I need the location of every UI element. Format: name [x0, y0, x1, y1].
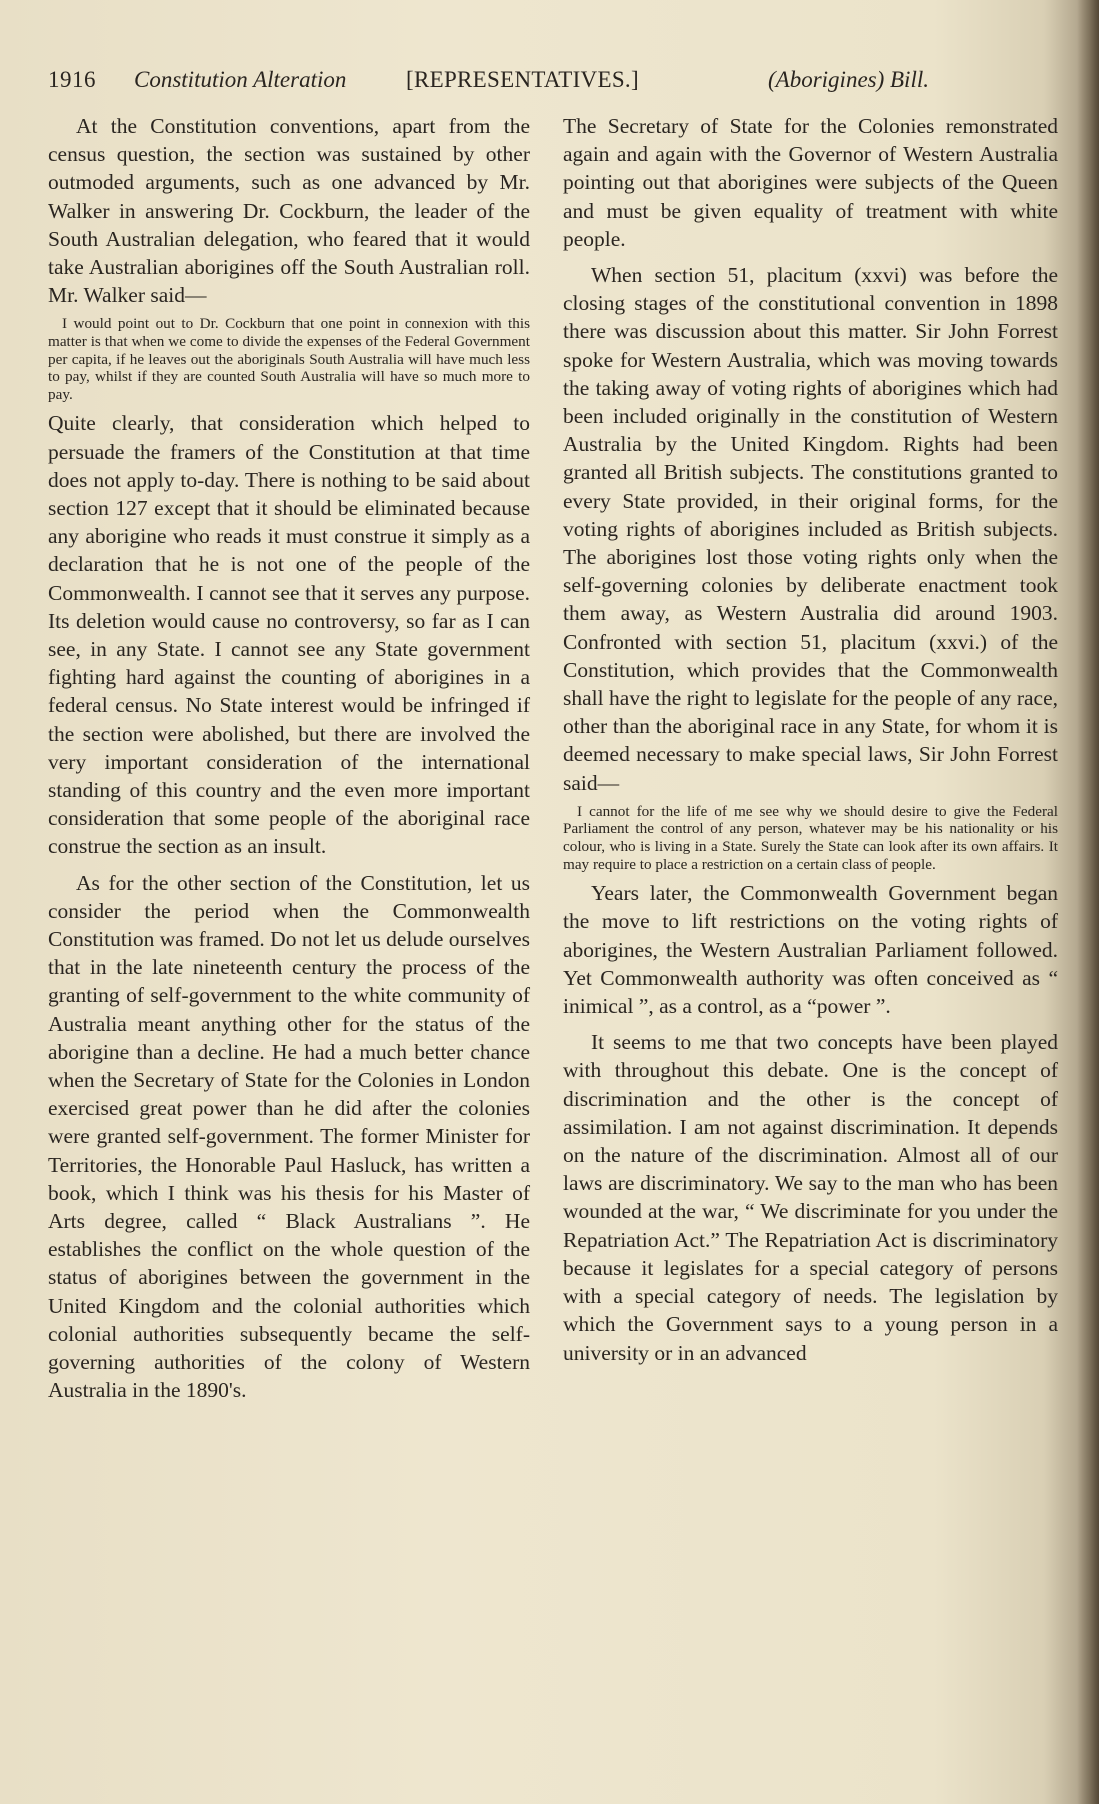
left-column [48, 112, 530, 1405]
left-paragraph-3: As for the other section of the Constitution, let us consider the period when the Commonwealth Constitution was framed. Do not let us delude ourselves that in the late nineteenth century the process of the granting of self-government to the white community of Australia meant anything other for the status of the aborigine than a decline. He had a much better chance when the Secretary of State for the Colonies in London exercised great power than he did after the colonies were granted self-government. The former Minister for Territories, the Honorable Paul Hasluck, has written a book, which I think was his thesis for his Master of Arts degree, called “ Black Australians ”. He establishes the conflict on the whole question of the status of aborigines between the government in the United Kingdom and the colonial authorities which colonial authorities subsequently became the self-governing authorities of the colony of Western Australia in the 1890's. [48, 870, 530, 1403]
header-title-left: Constitution Alteration [134, 67, 347, 92]
right-paragraph-2: When section 51, placitum (xxvi) was before the closing stages of the constitutional convention in 1898 there was discussion about this matter. Sir John Forrest spoke for Western Australia, which was moving towards the taking away of voting rights of aborigines which had been included originally in the constitution of Western Australia by the United Kingdom. Rights had been granted all British subjects. The constitutions granted to every State provided, in their original forms, for the voting rights of aborigines included as British subjects. The aborigines lost those voting rights only when the self-governing colonies by deliberate enactment took them away, as Western Australia did around 1903. Confronted with section 51, placitum (xxvi.) of the Constitution, which provides that the Commonwealth shall have the right to legislate for the people of any race, other than the aboriginal race in any State, for whom it is deemed necessary to make special laws, Sir John Forrest said— [563, 263, 1058, 795]
header-title-right: (Aborigines) Bill. [768, 67, 929, 92]
right-column [563, 112, 1058, 1367]
running-header [48, 60, 1008, 100]
left-paragraph-1: At the Constitution conventions, apart from the census question, the section was sustained by other outmoded arguments, such as one advanced by Mr. Walker in answering Dr. Cockburn, the leader of the South Australian delegation, who feared that it would take Australian aborigines off the South Australian roll. Mr. Walker said— [48, 114, 530, 308]
binding-shadow [1077, 0, 1099, 1804]
left-quote-walker: I would point out to Dr. Cockburn that one point in connexion with this matter is that when we come to divide the expenses of the Federal Government per capita, if he leaves out the aboriginals South Australia will have much less to pay, whilst if they are counted South Australia will have so much more to pay. [48, 315, 530, 403]
left-paragraph-2: Quite clearly, that consideration which helped to persuade the framers of the Constitution at that time does not apply to-day. There is nothing to be said about section 127 except that it should be eliminated because any aborigine who reads it must construe it simply as a declaration that he is not one of the people of the Commonwealth. I cannot see that it serves any purpose. Its deletion would cause no controversy, so far as I can see, in any State. I cannot see any State government fighting hard against the counting of aborigines in a federal census. No State interest would be infringed if the section were abolished, but there are involved the very important consideration of the international standing of this country and the even more important consideration that some people of the aboriginal race construe the section as an insult. [48, 411, 530, 859]
right-paragraph-4: It seems to me that two concepts have been played with throughout this debate. One is the concept of discrimination and the other is the concept of assimilation. I am not against discrimination. It depends on the nature of the discrimination. Almost all of our laws are discriminatory. We say to the man who has been wounded at the war, “ We discriminate for you under the Repatriation Act.” The Repatriation Act is discriminatory because it legislates for a special category of persons with a special category of needs. The legislation by which the Government says to a young person in a university or in an advanced [563, 1030, 1058, 1365]
page-number: 1916 [48, 67, 96, 92]
right-paragraph-3: Years later, the Commonwealth Government began the move to lift restrictions on the voting rights of aborigines, the Western Australian Parliament followed. Yet Commonwealth authority was often conceived as “ inimical ”, as a control, as a “power ”. [563, 881, 1058, 1019]
header-house: [REPRESENTATIVES.] [406, 67, 639, 92]
right-quote-forrest: I cannot for the life of me see why we should desire to give the Federal Parliament the control of any person, whatever may be his nationality or his colour, who is living in a State. Surely the State can look after its own affairs. It may require to place a restriction on a certain class of people. [563, 802, 1058, 873]
right-paragraph-1: The Secretary of State for the Colonies remonstrated again and again with the Governor of Western Australia pointing out that aborigines were subjects of the Queen and must be given equality of treatment with white people. [563, 114, 1058, 251]
